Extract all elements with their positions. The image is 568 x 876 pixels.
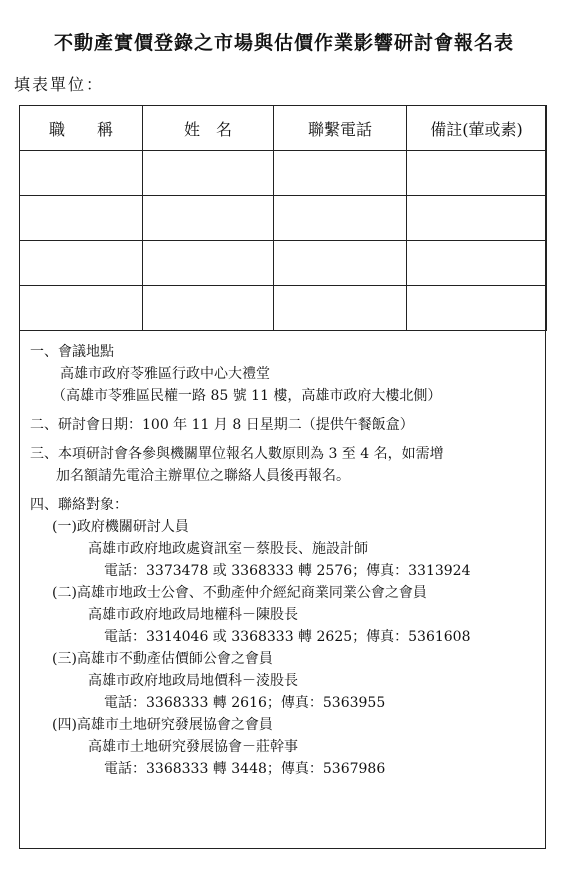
name-cell[interactable] (143, 196, 274, 241)
remarks-cell[interactable] (407, 241, 547, 286)
title-cell[interactable] (20, 286, 143, 331)
contact-group: (四)高雄市土地研究發展協會之會員 (52, 717, 273, 733)
quota-note-line2: 加名額請先電洽主辦單位之聯絡人員後再報名。 (56, 468, 350, 484)
phone-cell[interactable] (274, 286, 407, 331)
remarks-cell[interactable] (407, 286, 547, 331)
notes-section (30, 341, 540, 780)
venue-address: （高雄市苓雅區民權一路 85 號 11 樓，高雄市政府大樓北側） (52, 388, 442, 404)
title-cell[interactable] (20, 151, 143, 196)
remarks-cell[interactable] (407, 196, 547, 241)
phone-cell[interactable] (274, 196, 407, 241)
title-cell[interactable] (20, 241, 143, 286)
registration-table (19, 105, 547, 331)
phone-cell[interactable] (274, 151, 407, 196)
contact-phone: 電話：3368333 轉 2616；傳真：5363955 (104, 695, 386, 711)
name-cell[interactable] (143, 151, 274, 196)
contact-group: (一)政府機關研討人員 (52, 519, 189, 535)
filling-unit-label: 填表單位： (14, 75, 105, 94)
quota-note-line1: 三、本項研討會各參與機關單位報名人數原則為 3 至 4 名，如需增 (30, 446, 444, 462)
contact-org: 高雄市政府地政處資訊室－蔡股長、施設計師 (88, 541, 368, 557)
form-title: 不動產實價登錄之市場與估價作業影響研討會報名表 (53, 32, 514, 54)
header-remarks: 備註(葷或素) (407, 106, 547, 151)
name-cell[interactable] (143, 286, 274, 331)
remarks-cell[interactable] (407, 151, 547, 196)
contact-org: 高雄市土地研究發展協會－莊幹事 (88, 739, 298, 755)
title-cell[interactable] (20, 196, 143, 241)
name-cell[interactable] (143, 241, 274, 286)
table-row (20, 196, 547, 241)
contact-org: 高雄市政府地政局地價科－淩股長 (88, 673, 298, 689)
phone-cell[interactable] (274, 241, 407, 286)
contact-phone: 電話：3368333 轉 3448；傳真：5367986 (104, 761, 386, 777)
venue-title: 一、會議地點 (30, 344, 114, 360)
contact-group: (二)高雄市地政士公會、不動產仲介經紀商業同業公會之會員 (52, 585, 427, 601)
table-row (20, 286, 547, 331)
header-title: 職 稱 (20, 106, 143, 151)
contact-phone: 電話：3314046 或 3368333 轉 2625；傳真：5361608 (104, 629, 471, 645)
contact-phone: 電話：3373478 或 3368333 轉 2576；傳真：3313924 (104, 563, 471, 579)
contacts-title: 四、聯絡對象： (30, 497, 128, 513)
header-name: 姓 名 (143, 106, 274, 151)
conference-date: 二、研討會日期：100 年 11 月 8 日星期二（提供午餐飯盒） (30, 417, 414, 433)
contact-group: (三)高雄市不動產估價師公會之會員 (52, 651, 273, 667)
table-row (20, 151, 547, 196)
venue-name: 高雄市政府苓雅區行政中心大禮堂 (60, 366, 270, 382)
header-phone: 聯繫電話 (274, 106, 407, 151)
table-row (20, 241, 547, 286)
table-header-row (20, 106, 547, 151)
contact-org: 高雄市政府地政局地權科－陳股長 (88, 607, 298, 623)
